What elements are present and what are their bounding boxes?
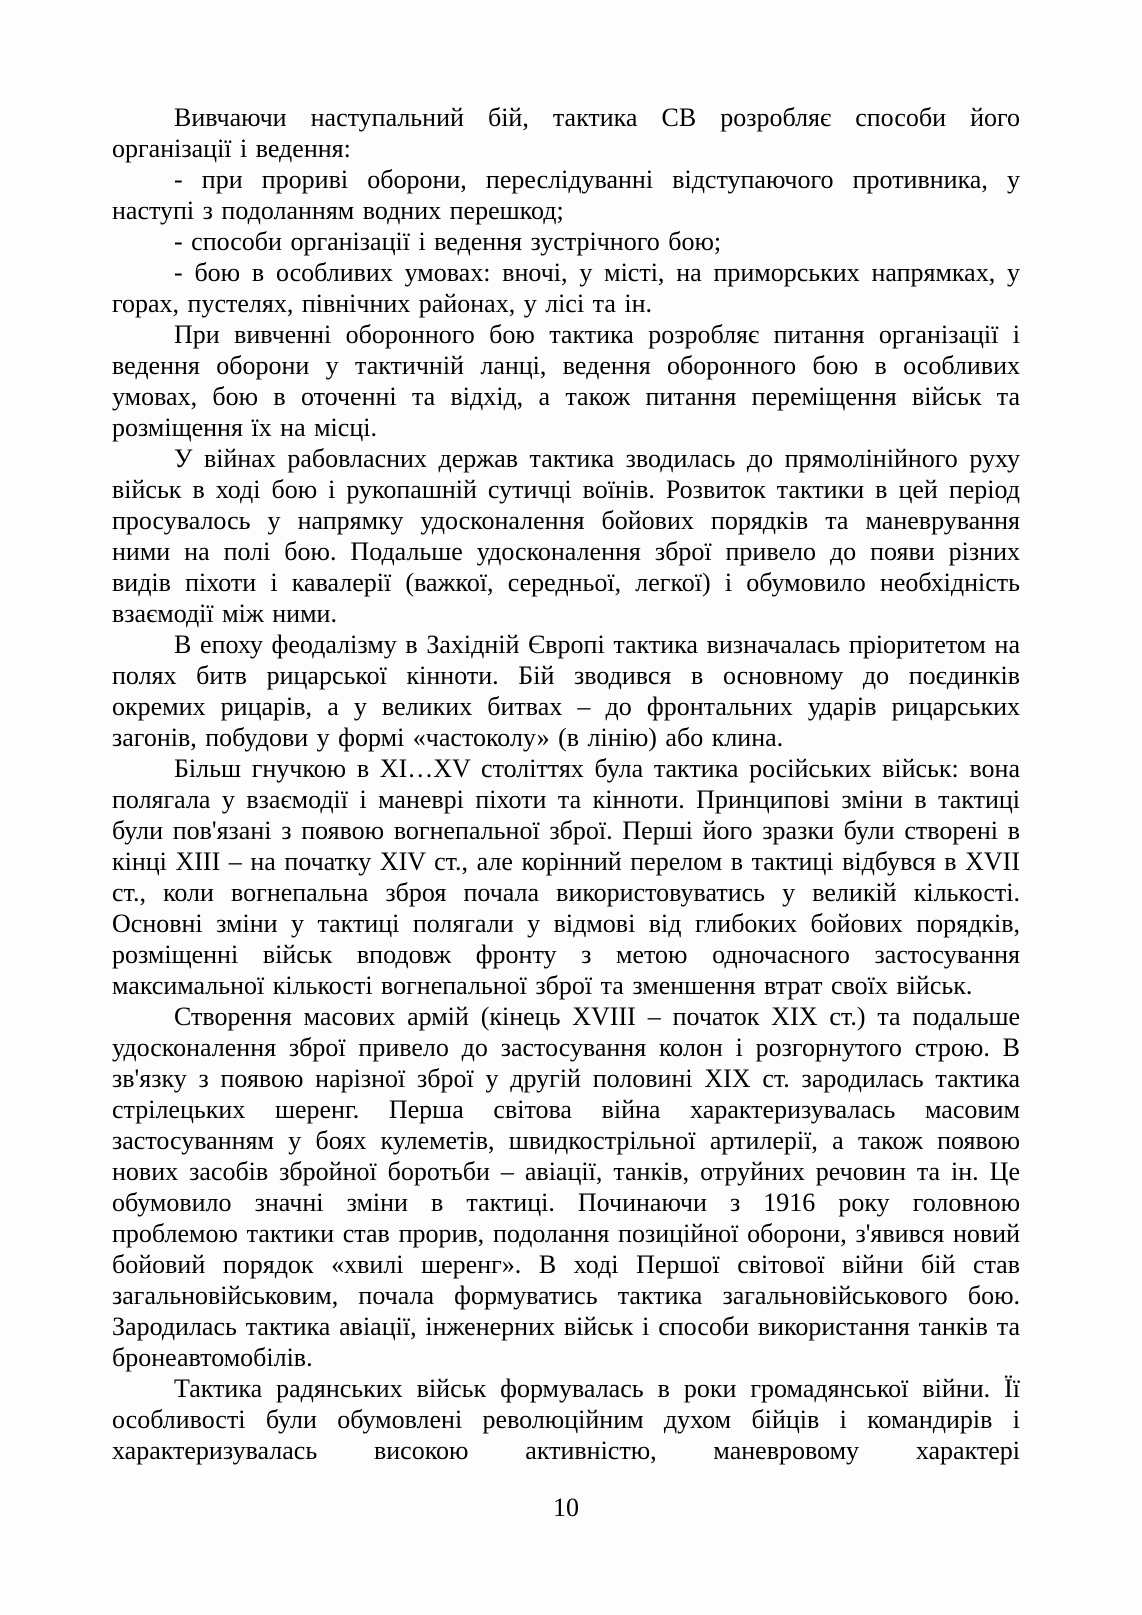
paragraph: Вивчаючи наступальний бій, тактика СВ розробляє способи його організації і ведення: [112, 103, 1020, 163]
paragraph: Більш гнучкою в XI…XV століттях була тактика російських військ: вона полягала у взаємодії і маневрі піхоти та кінноти. Принципові зміни в тактиці були пов'язані з появою вогнепальної зброї. Перші його зразки були створені в кінці XIII – на початку XIV ст., але корінний перелом в тактиці відбувся в XVII ст., коли вогнепальна зброя почала використовуватись у великій кількості. Основні зміни у тактиці полягали у відмові від глибоких бойових порядків, розміщенні військ вподовж фронту з метою одночасного застосування максимальної кількості вогнепальної зброї та зменшення втрат своїх військ. [112, 754, 1020, 1000]
paragraph: При вивченні оборонного бою тактика розробляє питання організації і ведення оборони у тактичній ланці, ведення оборонного бою в особливих умовах, бою в оточенні та відхід, а також питання переміщення військ та розміщення їх на місці. [112, 320, 1020, 442]
list-item-paragraph: - бою в особливих умовах: вночі, у місті, на приморських напрямках, у горах, пустелях, північних районах, у лісі та ін. [112, 258, 1020, 318]
paragraph: У війнах рабовласних держав тактика зводилась до прямолінійного руху військ в ході бою і рукопашній сутичці воїнів. Розвиток тактики в цей період просувалось у напрямку удосконалення бойових порядків та маневрування ними на полі бою. Подальше удосконалення зброї привело до появи різних видів піхоти і кавалерії (важкої, середньої, легкої) і обумовило необхідність взаємодії між ними. [112, 444, 1020, 628]
paragraph: Створення масових армій (кінець XVIII – початок XIX ст.) та подальше удосконалення зброї привело до застосування колон і розгорнутого строю. В зв'язку з появою нарізної зброї у другій половині XIX ст. зародилась тактика стрілецьких шеренг. Перша світова війна характеризувалась масовим застосуванням у боях кулеметів, швидкострільної артилерії, а також появою нових засобів збройної боротьби – авіації, танків, отруйних речовин та ін. Це обумовило значні зміни в тактиці. Починаючи з 1916 року головною проблемою тактики став прорив, подолання позиційної оборони, з'явився новий бойовий порядок «хвилі шеренг». В ході Першої світової війни бій став загальновійськовим, почала формуватись тактика загальновійськового бою. Зародилась тактика авіації, інженерних військ і способи використання танків та бронеавтомобілів. [112, 1002, 1020, 1372]
page-number: 10 [553, 1493, 579, 1522]
list-item-paragraph: - при прориві оборони, переслідуванні відступаючого противника, у наступі з подоланням водних перешкод; [112, 165, 1020, 225]
list-item-paragraph: - способи організації і ведення зустрічного бою; [174, 227, 722, 256]
paragraph: Тактика радянських військ формувалась в роки громадянської війни. Її особливості були обумовлені революційним духом бійців і командирів і характеризувалась високою активністю, маневровому характері [112, 1374, 1020, 1465]
document-body [112, 102, 1020, 1523]
paragraph: В епоху феодалізму в Західній Європі тактика визначалась пріоритетом на полях битв рицарської кінноти. Бій зводився в основному до поєдинків окремих рицарів, а у великих битвах – до фронтальних ударів рицарських загонів, побудови у формі «частоколу» (в лінію) або клина. [112, 630, 1020, 752]
